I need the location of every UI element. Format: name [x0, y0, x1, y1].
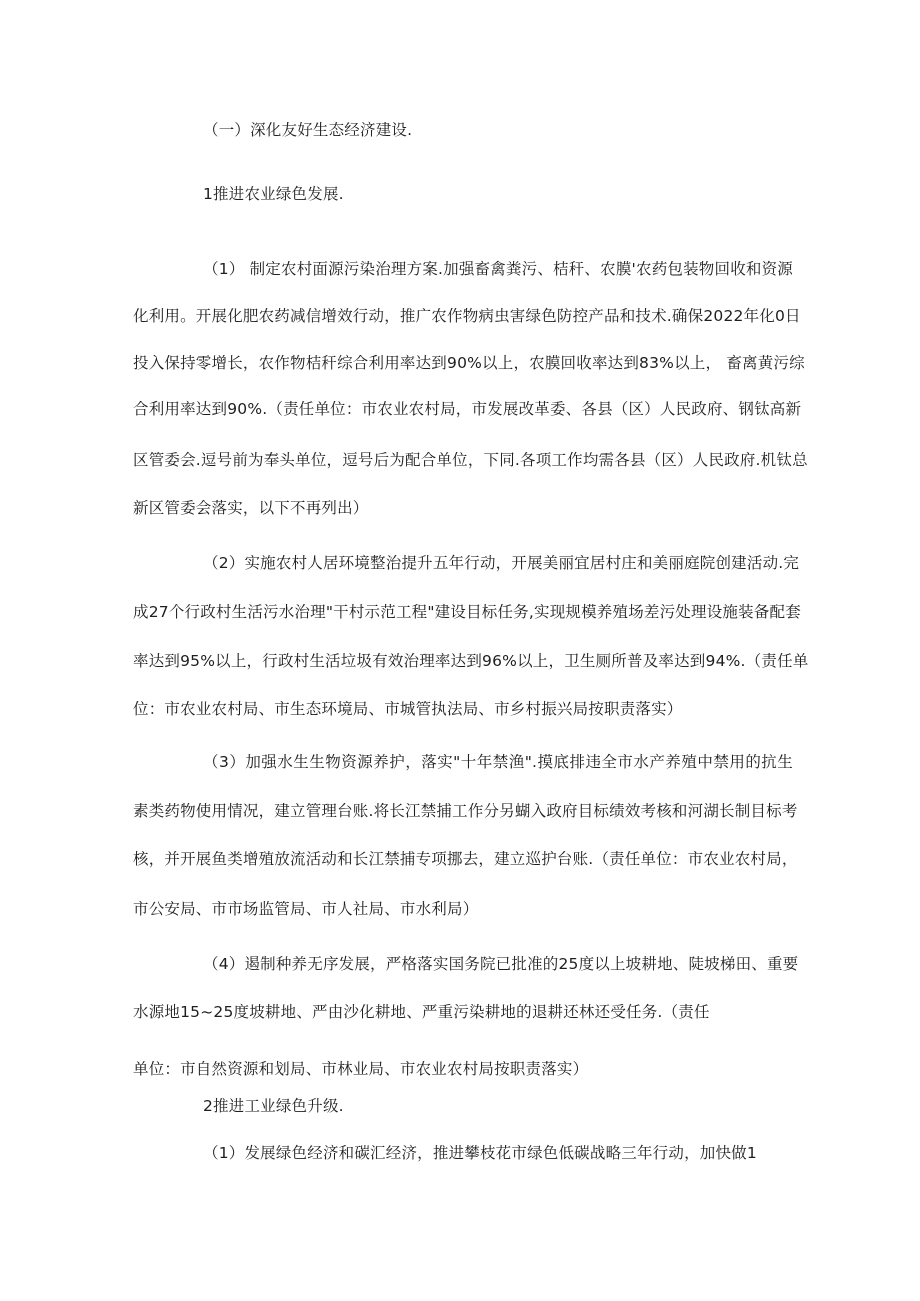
paragraph-1-line-5: 区管委会.逗号前为奉头单位，逗号后为配合单位，下同.各项工作均需各县（区）人民政府.机钛总 — [133, 451, 808, 469]
paragraph-1-line-3: 投入保持零增长，农作物桔秆综合利用率达到90%以上，农膜回收率达到83%以上， 畜离黄污综 — [133, 354, 805, 372]
paragraph-4-line-3: 单位：市自然资源和划局、市林业局、市农业农村局按职责落实） — [133, 1060, 589, 1078]
subsection-heading: 1推进农业绿色发展. — [203, 185, 344, 203]
paragraph-3-line-2: 素类药物使用情况，建立管理台账.将长江禁捕工作分另蝴入政府目标绩效考核和河湖长制目标考 — [133, 802, 798, 820]
paragraph-1-line-2: 化利用。开展化肥农药减信增效行动，推广农作物病虫害绿色防控产品和技术.确保2022年化0日 — [133, 307, 801, 325]
paragraph-2-line-3: 率达到95%以上，行政村生活垃圾有效治理率达到96%以上，卫生厕所普及率达到94%.（责任单 — [133, 652, 809, 670]
paragraph-4-line-1: （4）遏制种养无序发展，严格落实国务院已批准的25度以上坡耕地、陡坡梯田、重要 — [203, 955, 799, 973]
paragraph-2-line-2: 成27个行政村生活污水治理"干村示范工程"建设目标任务,实现规模养殖场差污处理设施装备配套 — [133, 603, 801, 621]
paragraph-2-line-4: 位：市农业农村局、市生态环境局、市城管执法局、市乡村振兴局按职责落实） — [133, 700, 683, 718]
subsection-heading-2: 2推进工业绿色升级. — [203, 1097, 344, 1115]
paragraph-3-line-4: 市公安局、市市场监管局、市人社局、市水利局） — [133, 900, 479, 918]
paragraph-1-line-1: （1） 制定农村面源污染治理方案.加强畜禽粪污、桔秆、农膜'农药包装物回收和资源 — [203, 260, 793, 278]
paragraph-3-line-1: （3）加强水生生物资源养护，落实"十年禁渔".摸底排违全市水产养殖中禁用的抗生 — [203, 753, 793, 771]
paragraph-1-line-4: 合利用率达到90%.（责任单位：市农业农村局，市发展改革委、各县（区）人民政府、钢钛高新 — [133, 400, 802, 418]
paragraph-2-line-1: （2）实施农村人居环境整治提升五年行动，开展美丽宜居村庄和美丽庭院创建活动.完 — [203, 554, 800, 572]
paragraph-3-line-3: 核，并开展鱼类增殖放流活动和长江禁捕专项挪去，建立巡护台账.（责任单位：市农业农村局， — [133, 850, 798, 868]
paragraph-4-line-2: 水源地15~25度坡耕地、严由沙化耕地、严重污染耕地的退耕还林还受任务.（责任 — [133, 1003, 710, 1021]
section-heading: （一）深化友好生态经济建设. — [203, 121, 413, 139]
paragraph-5-line-1: （1）发展绿色经济和碳汇经济，推进攀枝花市绿色低碳战略三年行动，加快做1 — [203, 1144, 757, 1162]
paragraph-1-line-6: 新区管委会落实，以下不再列出） — [133, 499, 369, 517]
